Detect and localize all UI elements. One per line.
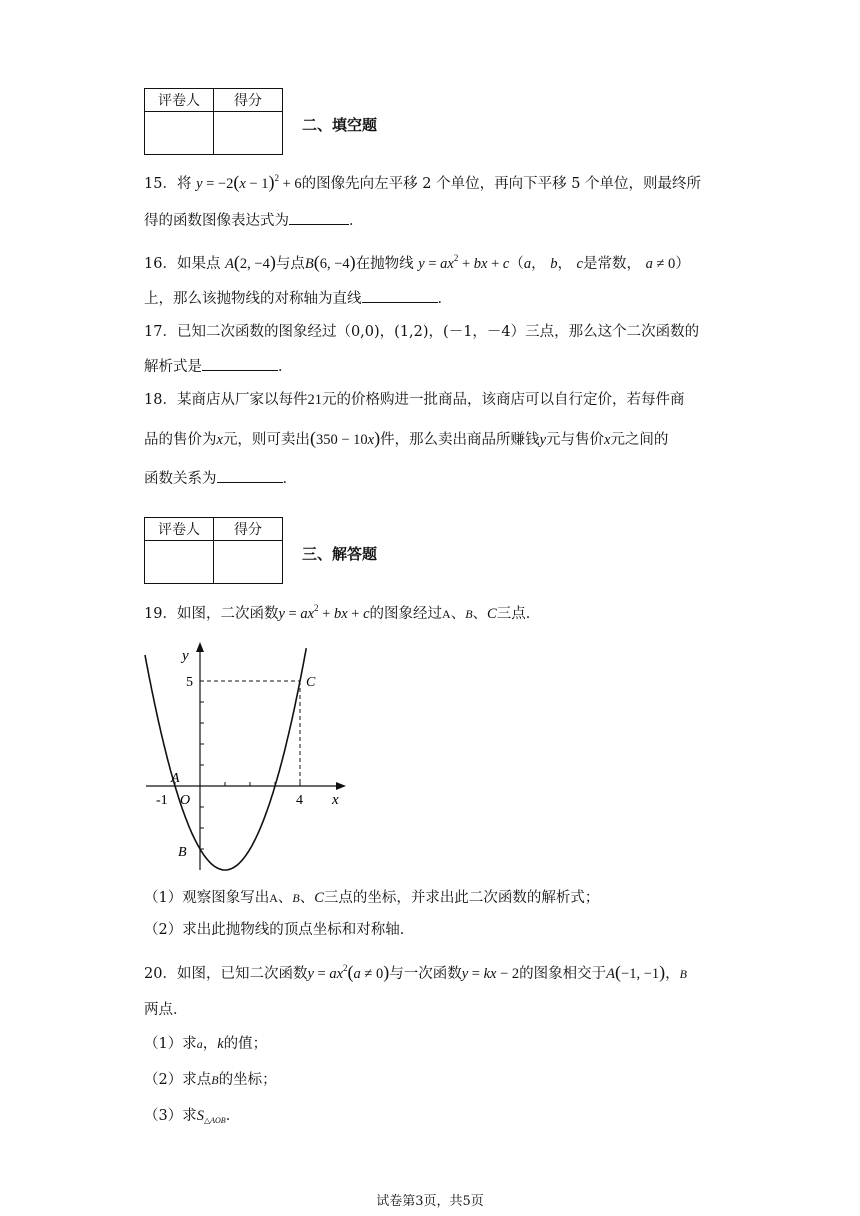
question-16-line2: 上，那么该抛物线的对称轴为直线 ． <box>144 288 452 309</box>
question-15-line1: 15．将 $y = -2(x - 1)^2 + 6$的图像先向左平移 2 个单位，再向下平移 5 个单位，则最终所 <box>144 172 702 192</box>
answer-blank-15[interactable] <box>289 210 349 225</box>
section-title-fill-blank: 二、填空题 <box>302 116 378 134</box>
x-axis-arrow <box>336 782 346 790</box>
score-header: 得分 <box>214 89 283 112</box>
page-footer: 试卷第3页，共5页 <box>376 1194 484 1209</box>
score-cell <box>214 541 283 584</box>
score-cell <box>214 112 283 155</box>
point-B-label: B <box>178 845 187 860</box>
question-19-part1: （1）观察图象写出A、B、C三点的坐标，并求出此二次函数的解析式； <box>144 890 600 906</box>
question-18-line2: 品的售价为x元，则可卖出(350 − 10x)件，那么卖出商品所赚钱y元与售价x元之间的 <box>144 428 669 448</box>
parabola-curve <box>145 648 306 870</box>
q15-formula: y <box>196 176 203 192</box>
question-20-part1: （1）求a，k的值； <box>144 1036 268 1052</box>
y-axis-label: y <box>182 648 189 664</box>
answer-blank-16[interactable] <box>362 288 438 303</box>
score-table-2 <box>144 517 283 584</box>
grader-cell <box>145 112 214 155</box>
tick-label-4: 4 <box>296 793 303 808</box>
point-C-label: C <box>306 675 316 690</box>
question-19-part2: （2）求出此抛物线的顶点坐标和对称轴． <box>144 922 415 938</box>
question-18-line3: 函数关系为 ． <box>144 468 297 489</box>
tick-label-5: 5 <box>186 675 193 690</box>
section-title-solve: 三、解答题 <box>302 545 378 563</box>
origin-label: O <box>180 793 191 808</box>
parabola-graph <box>140 640 360 876</box>
x-axis-label: x <box>332 792 339 808</box>
question-20-line1: 20．如图，已知二次函数$y = ax^2(a \ne 0)$与一次函数y = kx − 2的图象相交于A(−1, −1)，B <box>144 962 687 982</box>
question-16-line1: 16．如果点 A(2, −4)与点B(6, −4)在抛物线 $y = ax^2$ + bx + c（a， b， c是常数， a ≠ 0） <box>144 252 690 272</box>
score-header: 得分 <box>214 518 283 541</box>
answer-blank-17[interactable] <box>202 356 278 371</box>
question-20-line2: 两点． <box>144 1002 188 1018</box>
grader-cell <box>145 541 214 584</box>
question-19-line1: 19．如图，二次函数$y = ax^2$ + bx + c的图象经过A、B、C三点． <box>144 603 541 622</box>
question-18-line1: 18．某商店从厂家以每件21元的价格购进一批商品，该商店可以自行定价，若每件商 <box>144 392 685 408</box>
question-20-part3: （3）求$S_{\triangle AOB}$． <box>144 1108 241 1125</box>
score-table-1 <box>144 88 283 155</box>
question-17-line1: 17．已知二次函数的图象经过（0,0)，(1,2)，(－1，－4）三点，那么这个二次函数的 <box>144 324 700 340</box>
question-15-line2: 得的函数图像表达式为 ． <box>144 210 364 231</box>
grader-header: 评卷人 <box>145 518 214 541</box>
tick-label-minus1: -1 <box>156 793 168 808</box>
question-20-part2: （2）求点B的坐标； <box>144 1072 277 1088</box>
answer-blank-18[interactable] <box>217 468 283 483</box>
point-A-label: A <box>171 771 180 786</box>
question-17-line2: 解析式是 ． <box>144 356 293 377</box>
grader-header: 评卷人 <box>145 89 214 112</box>
y-axis-arrow <box>196 642 204 652</box>
